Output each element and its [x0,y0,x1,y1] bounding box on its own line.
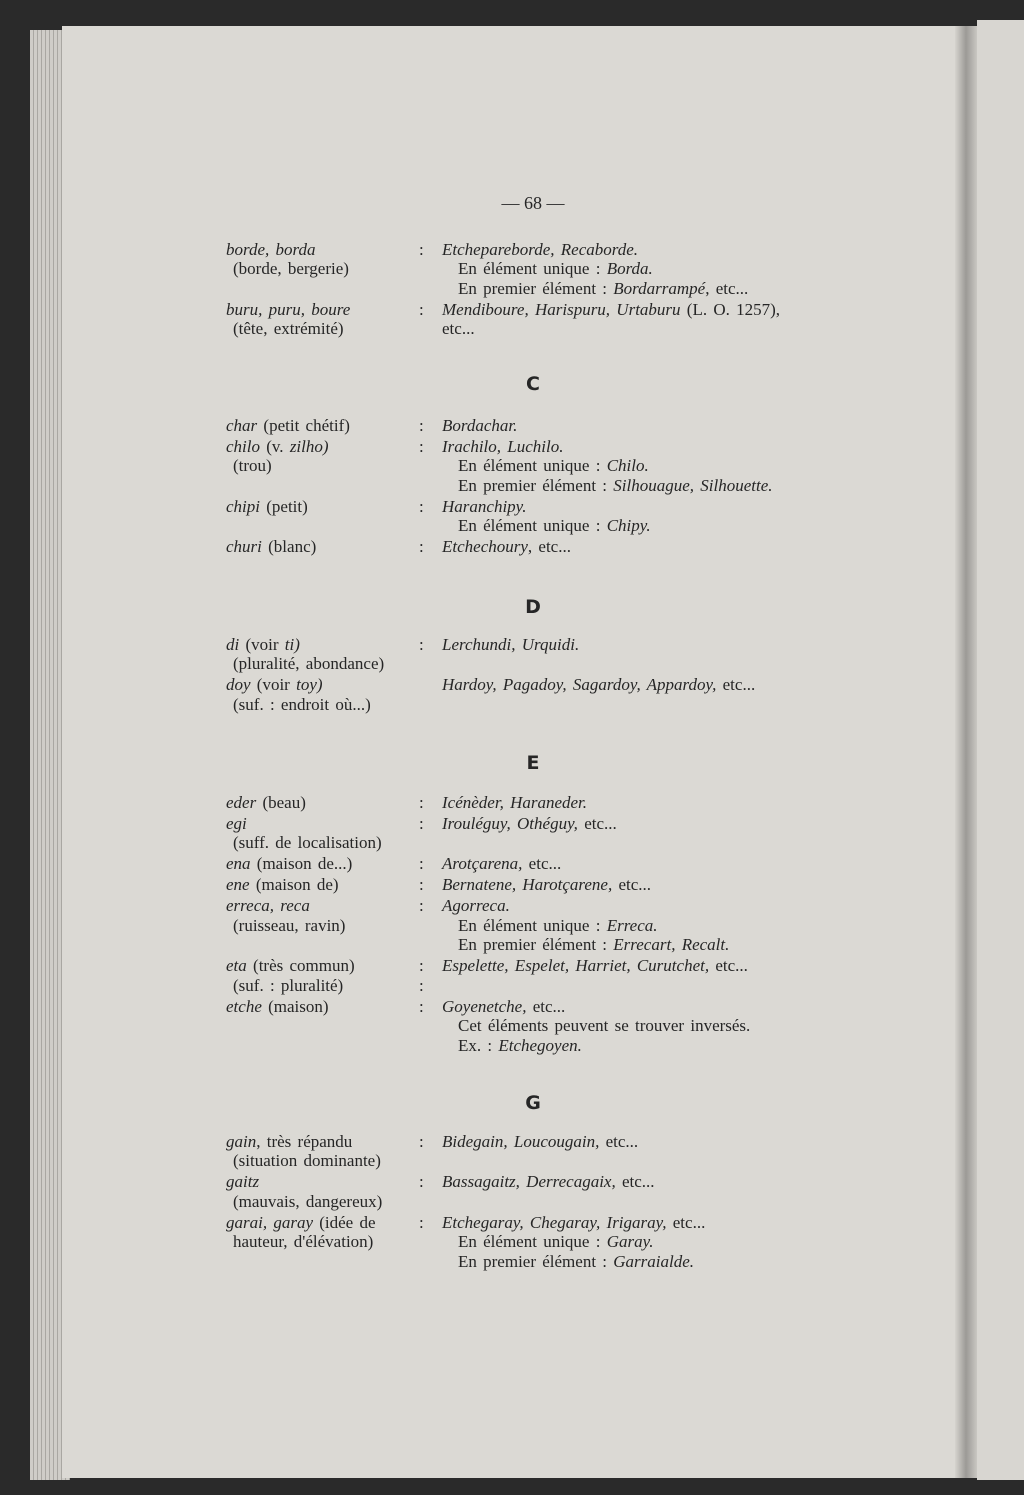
text: (tête, extrémité) [233,319,344,338]
examples-cell [442,537,571,557]
text: etc... [666,1212,706,1232]
term-cell [226,1132,419,1152]
text: etc... [522,854,562,873]
examples-cell [442,1232,653,1252]
text: etc... [716,675,756,694]
colon-separator [419,476,442,496]
colon-separator [419,675,442,695]
colon-separator: : [419,415,424,435]
italic-text: erreca, reca [226,896,310,915]
italic-text: egi [226,813,247,833]
entry-line [226,497,866,517]
italic-text: eder [226,792,257,812]
text: (ruisseau, ravin) [233,915,346,935]
italic-text: Bernatene, Harotçarene, [442,875,613,894]
entry-line [226,793,866,813]
term-cell [226,259,419,279]
examples-cell [442,935,729,955]
glossary-section [226,414,866,557]
glossary-section [226,1130,866,1271]
examples-cell [442,1132,638,1152]
examples-cell [442,997,565,1017]
italic-text: Hardoy, Pagadoy, Sagardoy, Appardoy, [442,675,717,694]
examples-cell [442,456,649,476]
examples-cell [442,916,658,936]
section-letter: G [525,1092,541,1114]
term-cell [226,497,419,517]
examples-cell [442,1172,655,1192]
entry-line [226,814,866,834]
colon-separator [419,1151,442,1171]
entry-line [226,854,866,874]
term-cell [226,675,419,695]
colon-separator: : [419,1131,424,1151]
text: En premier élément : [458,935,614,954]
section-letter: C [526,373,540,395]
examples-cell [442,675,755,695]
entry-line [226,997,866,1017]
term-cell [226,956,419,976]
entry-line [226,456,866,476]
examples-cell [442,259,653,279]
entry-line [226,516,866,536]
italic-text: gaitz [226,1172,260,1191]
examples-cell [442,476,773,496]
colon-separator [419,259,442,279]
entry-line [226,259,866,279]
examples-cell [442,854,561,874]
entry-line [226,1252,866,1272]
entry-line [226,956,866,976]
glossary-entry [226,300,866,339]
colon-separator [419,1232,442,1252]
text: (suf. : pluralité) [233,975,344,995]
colon-separator: : [419,299,424,319]
colon-separator [419,516,442,536]
glossary-entry [226,875,866,895]
text: (suf. : endroit où...) [233,694,371,714]
italic-text: chipi [226,496,260,516]
text: En élément unique : [458,915,607,935]
entry-line [226,300,866,320]
text: (pluralité, abondance) [233,654,385,673]
italic-text: Silhouague, Silhouette. [613,475,773,495]
text: (beau) [256,792,306,812]
text: hauteur, d'élévation) [233,1232,374,1251]
text: En premier élément : [458,1251,614,1271]
term-cell [226,537,419,557]
italic-text: Chipy. [606,516,651,535]
term-cell [226,976,419,996]
colon-separator [419,319,442,339]
entry-line [226,976,866,996]
entry-line [226,1132,866,1152]
term-cell [226,279,419,299]
glossary-entry [226,896,866,955]
italic-text: chilo [226,436,260,456]
text: etc... [442,319,475,338]
italic-text: di [226,634,240,654]
entry-line [226,240,866,260]
entry-line [226,675,866,695]
term-cell [226,1252,419,1272]
italic-text: Haranchipy. [442,496,527,516]
examples-cell [442,516,651,536]
italic-text: churi [226,537,262,556]
colon-separator [419,935,442,955]
term-cell [226,654,419,674]
section-letter: E [526,752,540,774]
italic-text: Icénèder, Haraneder. [442,792,588,812]
text: etc... [577,813,617,833]
entry-line [226,279,866,299]
term-cell [226,997,419,1017]
italic-text: Garraialde. [613,1251,695,1271]
text: etc... [612,875,652,894]
term-cell [226,300,419,320]
glossary-entry [226,416,866,436]
glossary-entry [226,997,866,1056]
text: En élément unique : [458,456,607,475]
term-cell [226,319,419,339]
text: (mauvais, dangereux) [233,1191,383,1211]
entry-line [226,916,866,936]
italic-text: Etchegaray, Chegaray, Irigaray, [442,1212,667,1232]
entry-line [226,833,866,853]
entry-line [226,896,866,916]
glossary-entry [226,814,866,853]
examples-cell [442,279,748,299]
term-cell [226,416,419,436]
entry-line [226,537,866,557]
term-cell [226,1172,419,1192]
entry-line [226,1036,866,1056]
colon-separator [419,456,442,476]
term-cell [226,1192,419,1212]
term-cell [226,1016,419,1036]
term-cell [226,1232,419,1252]
italic-text: ene [226,875,250,894]
italic-text: Garay. [606,1232,654,1251]
book-gutter [955,26,977,1478]
glossary-entry [226,437,866,496]
colon-separator: : [419,436,424,456]
italic-text: Borda. [606,259,653,278]
term-cell [226,916,419,936]
term-cell [226,875,419,895]
italic-text: ena [226,854,251,873]
italic-text: Etchegoyen. [498,1035,582,1055]
glossary-section [226,633,866,714]
examples-cell [442,814,617,834]
colon-separator: : [419,634,424,654]
colon-separator: : [419,1172,424,1191]
colon-separator: : [419,975,424,995]
italic-text: buru, puru, boure [226,299,351,319]
text: (v. [260,436,290,456]
examples-cell [442,1016,750,1036]
examples-cell [442,437,563,457]
text: etc... [709,956,748,975]
term-cell [226,1213,419,1233]
italic-text: Bordachar. [442,415,518,435]
term-cell [226,635,419,655]
colon-separator [419,1016,442,1036]
term-cell [226,833,419,853]
text: En élément unique : [458,1232,607,1251]
glossary-entry [226,1213,866,1272]
entry-line [226,935,866,955]
text: (voir [239,634,285,654]
italic-text: Arotçarena, [442,854,523,873]
text: (voir [250,675,297,694]
entry-line [226,1172,866,1192]
text: , etc... [527,537,571,556]
text: Ex. : [458,1035,499,1055]
text: etc... [599,1131,639,1151]
italic-text: Etchepareborde, Recaborde. [442,239,639,259]
entry-line [226,1151,866,1171]
italic-text: toy) [296,675,323,694]
entry-line [226,319,866,339]
glossary-entry [226,956,866,995]
italic-text: Goyenetche, [442,996,527,1016]
examples-cell [442,1252,694,1272]
text: (maison) [261,996,329,1016]
text: (petit chétif) [257,415,350,435]
term-cell [226,476,419,496]
examples-cell [442,956,748,976]
text: etc... [615,1172,655,1191]
colon-separator [419,916,442,936]
text: (idée de [313,1212,376,1232]
page-number: — 68 — [501,193,565,213]
italic-text: Agorreca. [442,896,510,915]
italic-text: Bidegain, Loucougain, [442,1131,600,1151]
text: En élément unique : [458,259,607,278]
text: (situation dominante) [233,1151,381,1170]
term-cell [226,1036,419,1056]
colon-separator [419,1252,442,1272]
colon-separator [419,1192,442,1212]
term-cell [226,695,419,715]
text: (blanc) [261,537,317,556]
colon-separator [419,695,442,715]
term-cell [226,896,419,916]
glossary-entry [226,497,866,536]
italic-text: Mendiboure, Harispuru, Urtaburu [442,299,681,319]
glossary-section [226,238,866,339]
italic-text: Chilo. [606,456,649,475]
examples-cell [442,319,475,339]
italic-text: zilho) [289,436,329,456]
italic-text: char [226,415,258,435]
glossary-entry [226,537,866,557]
text: Cet éléments peuvent se trouver inversés. [458,1016,751,1035]
italic-text: doy [226,675,251,694]
entry-line [226,1016,866,1036]
examples-cell [442,635,579,655]
term-cell [226,516,419,536]
entry-line [226,654,866,674]
text: (très commun) [246,956,355,975]
section-letter: D [525,596,541,618]
entry-line [226,1213,866,1233]
glossary-entry [226,240,866,299]
colon-separator [419,833,442,853]
text: (trou) [233,456,272,475]
text: (borde, bergerie) [233,259,349,278]
italic-text: Irouléguy, Othéguy, [442,813,578,833]
text: (petit) [260,496,308,516]
italic-text: gain [226,1131,257,1151]
term-cell [226,814,419,834]
text: , très répandu [256,1131,353,1151]
italic-text: Erreca. [606,915,658,935]
text: En premier élément : [458,475,614,495]
colon-separator: : [419,239,424,259]
text: , etc... [705,278,749,298]
text: En premier élément : [458,278,614,298]
italic-text: Bassagaitz, Derrecagaix, [442,1172,616,1191]
text: etc... [526,996,566,1016]
examples-cell [442,793,587,813]
italic-text: Irachilo, Luchilo. [442,436,564,456]
term-cell [226,793,419,813]
glossary-entry [226,1172,866,1211]
colon-separator [419,1036,442,1056]
italic-text: ti) [284,634,300,654]
glossary-entry [226,793,866,813]
text: (L. O. 1257), [680,299,781,319]
entry-line [226,437,866,457]
italic-text: Errecart, Recalt. [613,935,730,954]
glossary-entry [226,635,866,674]
examples-cell [442,416,517,436]
italic-text: eta [226,956,247,975]
glossary-entry [226,854,866,874]
examples-cell [442,1036,582,1056]
italic-text: Lerchundi, Urquidi. [442,634,580,654]
term-cell [226,1151,419,1171]
term-cell [226,240,419,260]
entry-line [226,635,866,655]
colon-separator [419,654,442,674]
glossary-entry [226,1132,866,1171]
text: En élément unique : [458,516,607,535]
colon-separator: : [419,792,424,812]
term-cell [226,854,419,874]
entry-line [226,416,866,436]
italic-text: Etchechoury [442,537,528,556]
italic-text: borde, borda [226,239,316,259]
entry-line [226,695,866,715]
colon-separator: : [419,813,424,833]
colon-separator: : [419,996,424,1016]
colon-separator: : [419,956,424,975]
colon-separator: : [419,496,424,516]
glossary-section [226,791,866,1055]
text: (maison de) [249,875,339,894]
italic-text: Espelette, Espelet, Harriet, Curutchet, [442,956,710,975]
term-cell [226,935,419,955]
colon-separator: : [419,537,424,556]
colon-separator: : [419,1212,424,1232]
examples-cell [442,896,510,916]
examples-cell [442,1213,705,1233]
examples-cell [442,240,638,260]
italic-text: etche [226,996,262,1016]
text: (suff. de localisation) [233,833,382,852]
entry-line [226,1232,866,1252]
term-cell [226,456,419,476]
colon-separator: : [419,896,424,915]
examples-cell [442,875,651,895]
term-cell [226,437,419,457]
colon-separator [419,279,442,299]
entry-line [226,875,866,895]
examples-cell [442,497,527,517]
facing-page [977,20,1024,1480]
text: (maison de...) [250,854,353,873]
entry-line [226,1192,866,1212]
entry-line [226,476,866,496]
examples-cell [442,300,780,320]
italic-text: garai, garay [226,1212,313,1232]
italic-text: Bordarrampé [613,278,706,298]
glossary-entry [226,675,866,714]
colon-separator: : [419,854,424,873]
colon-separator: : [419,875,424,894]
